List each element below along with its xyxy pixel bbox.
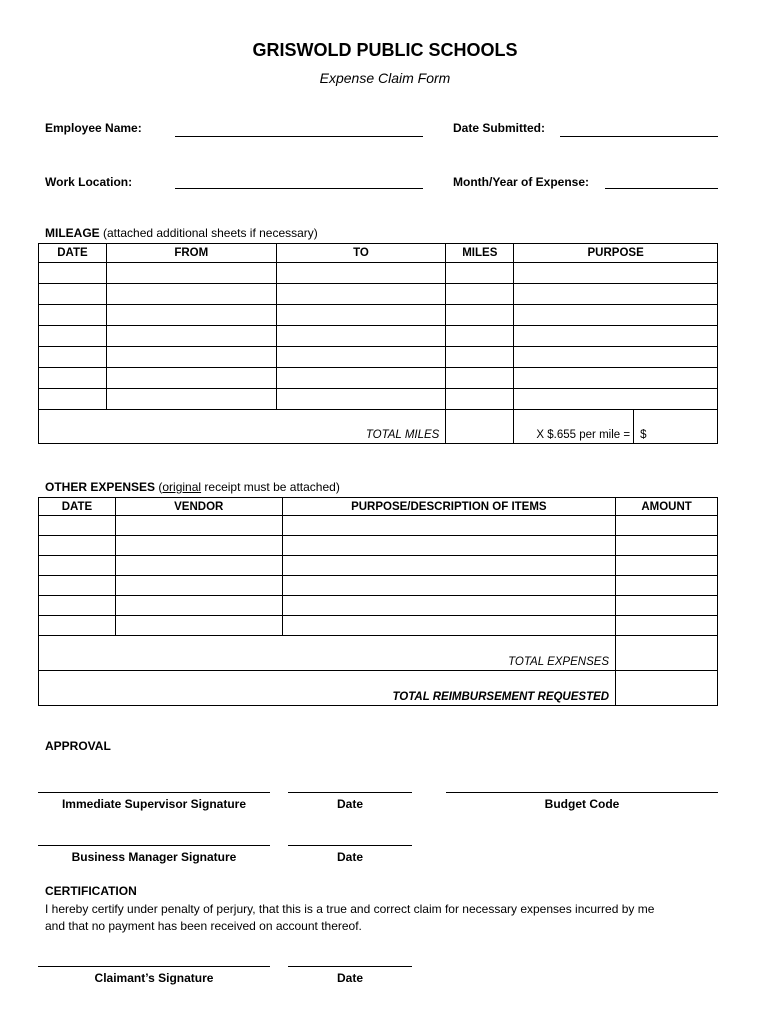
mileage-cell[interactable] (514, 389, 718, 410)
expenses-row (39, 596, 718, 616)
budget-code-line[interactable] (446, 792, 718, 793)
total-expenses-value[interactable] (616, 636, 718, 671)
other-expenses-table (38, 497, 718, 706)
mileage-row (39, 326, 718, 347)
approval-heading: APPROVAL (45, 739, 111, 753)
total-reimbursement-label: TOTAL REIMBURSEMENT REQUESTED (39, 671, 616, 706)
mileage-cell[interactable] (446, 347, 514, 368)
certification-text (45, 901, 735, 935)
mileage-row (39, 284, 718, 305)
mileage-heading (45, 226, 318, 240)
mileage-cell[interactable] (106, 347, 276, 368)
mileage-cell[interactable] (446, 326, 514, 347)
mileage-cell[interactable] (276, 284, 446, 305)
other-expenses-note-post: receipt must be attached) (201, 480, 340, 494)
mileage-cell[interactable] (446, 368, 514, 389)
mileage-amount-field[interactable] (634, 410, 718, 444)
total-miles-label: TOTAL MILES (39, 410, 446, 444)
other-expenses-heading (45, 480, 340, 494)
supervisor-date-line[interactable] (288, 792, 412, 793)
expenses-cell[interactable] (616, 536, 718, 556)
manager-date-label: Date (336, 850, 363, 864)
page-title: GRISWOLD PUBLIC SCHOOLS (252, 40, 518, 60)
mileage-col-from: FROM (106, 244, 276, 263)
expenses-cell[interactable] (39, 596, 116, 616)
page-subtitle: Expense Claim Form (319, 70, 451, 86)
expenses-cell[interactable] (616, 576, 718, 596)
mileage-heading-note: (attached additional sheets if necessary) (103, 226, 318, 240)
supervisor-date-label: Date (336, 797, 363, 811)
mileage-cell[interactable] (276, 368, 446, 389)
total-reimbursement-row (39, 671, 718, 706)
mileage-cell[interactable] (446, 284, 514, 305)
expenses-cell[interactable] (115, 596, 282, 616)
total-expenses-label: TOTAL EXPENSES (39, 636, 616, 671)
mileage-cell[interactable] (514, 347, 718, 368)
expenses-cell[interactable] (282, 536, 616, 556)
mileage-row (39, 389, 718, 410)
mileage-cell[interactable] (276, 389, 446, 410)
mileage-rate-label: X $.655 per mile = (514, 410, 634, 444)
mileage-cell[interactable] (106, 263, 276, 284)
mileage-cell[interactable] (106, 389, 276, 410)
other-expenses-heading-title: OTHER EXPENSES (45, 480, 156, 494)
other-expenses-note-pre: ( (158, 480, 163, 494)
claimant-date-label: Date (336, 971, 363, 985)
mileage-cell[interactable] (276, 305, 446, 326)
mileage-cell[interactable] (276, 347, 446, 368)
supervisor-signature-label: Immediate Supervisor Signature (61, 797, 247, 811)
mileage-cell[interactable] (39, 347, 107, 368)
expenses-cell[interactable] (39, 536, 116, 556)
expenses-cell[interactable] (616, 616, 718, 636)
employee-name-label: Employee Name: (45, 121, 142, 135)
mileage-header-row (39, 244, 718, 263)
dollar-sign: $ (640, 429, 647, 441)
expenses-header-row (39, 498, 718, 516)
expenses-cell[interactable] (39, 556, 116, 576)
mileage-row (39, 263, 718, 284)
date-submitted-field[interactable] (560, 136, 718, 137)
mileage-cell[interactable] (39, 368, 107, 389)
mileage-cell[interactable] (106, 305, 276, 326)
mileage-cell[interactable] (39, 263, 107, 284)
mileage-cell[interactable] (276, 326, 446, 347)
expenses-row (39, 616, 718, 636)
mileage-row (39, 347, 718, 368)
mileage-cell[interactable] (39, 284, 107, 305)
total-expenses-row (39, 636, 718, 671)
expenses-row (39, 556, 718, 576)
expenses-row (39, 516, 718, 536)
date-submitted-label: Date Submitted: (453, 121, 546, 135)
expenses-cell[interactable] (616, 596, 718, 616)
mileage-cell[interactable] (39, 389, 107, 410)
expenses-row (39, 576, 718, 596)
mileage-cell[interactable] (39, 305, 107, 326)
mileage-heading-title: MILEAGE (45, 226, 100, 240)
employee-name-field[interactable] (175, 136, 423, 137)
certification-line-2: and that no payment has been received on account thereof. (45, 919, 362, 933)
mileage-cell[interactable] (514, 263, 718, 284)
expenses-row (39, 536, 718, 556)
expenses-cell[interactable] (115, 516, 282, 536)
manager-signature-label: Business Manager Signature (71, 850, 237, 864)
total-miles-value[interactable] (446, 410, 514, 444)
mileage-table (38, 243, 718, 444)
mileage-cell[interactable] (514, 284, 718, 305)
supervisor-signature-line[interactable] (38, 792, 270, 793)
mileage-cell[interactable] (106, 368, 276, 389)
expenses-cell[interactable] (39, 576, 116, 596)
manager-date-line[interactable] (288, 845, 412, 846)
expenses-col-purpose: PURPOSE/DESCRIPTION OF ITEMS (282, 498, 616, 516)
mileage-cell[interactable] (514, 368, 718, 389)
claimant-date-line[interactable] (288, 966, 412, 967)
expenses-cell[interactable] (616, 516, 718, 536)
budget-code-label: Budget Code (544, 797, 620, 811)
mileage-total-row (39, 410, 718, 444)
mileage-row (39, 305, 718, 326)
certification-line-1: I hereby certify under penalty of perjury, that this is a true and correct claim for necessary expenses incurred by me (45, 902, 655, 916)
work-location-label: Work Location: (45, 175, 133, 189)
mileage-cell[interactable] (276, 263, 446, 284)
expenses-col-vendor: VENDOR (115, 498, 282, 516)
expenses-cell[interactable] (115, 536, 282, 556)
other-expenses-note-underlined: original (162, 480, 202, 494)
expenses-cell[interactable] (115, 556, 282, 576)
work-location-field[interactable] (175, 188, 423, 189)
mileage-col-miles: MILES (446, 244, 514, 263)
expenses-cell[interactable] (115, 576, 282, 596)
month-year-label: Month/Year of Expense: (453, 175, 590, 189)
expenses-cell[interactable] (115, 616, 282, 636)
mileage-cell[interactable] (446, 263, 514, 284)
claimant-signature-line[interactable] (38, 966, 270, 967)
mileage-col-to: TO (276, 244, 446, 263)
certification-heading: CERTIFICATION (45, 884, 137, 898)
month-year-field[interactable] (605, 188, 718, 189)
manager-signature-line[interactable] (38, 845, 270, 846)
expenses-col-date: DATE (39, 498, 116, 516)
expenses-cell[interactable] (39, 516, 116, 536)
mileage-cell[interactable] (446, 389, 514, 410)
mileage-cell[interactable] (514, 326, 718, 347)
expenses-cell[interactable] (282, 596, 616, 616)
mileage-col-date: DATE (39, 244, 107, 263)
mileage-row (39, 368, 718, 389)
expenses-cell[interactable] (616, 556, 718, 576)
expenses-cell[interactable] (39, 616, 116, 636)
total-reimbursement-value[interactable] (616, 671, 718, 706)
expenses-cell[interactable] (282, 616, 616, 636)
expenses-col-amount: AMOUNT (616, 498, 718, 516)
mileage-cell[interactable] (39, 326, 107, 347)
expenses-cell[interactable] (282, 556, 616, 576)
claimant-signature-label: Claimant’s Signature (94, 971, 214, 985)
mileage-cell[interactable] (106, 284, 276, 305)
mileage-cell[interactable] (446, 305, 514, 326)
mileage-cell[interactable] (514, 305, 718, 326)
mileage-cell[interactable] (106, 326, 276, 347)
expenses-cell[interactable] (282, 516, 616, 536)
mileage-col-purpose: PURPOSE (514, 244, 718, 263)
expenses-cell[interactable] (282, 576, 616, 596)
